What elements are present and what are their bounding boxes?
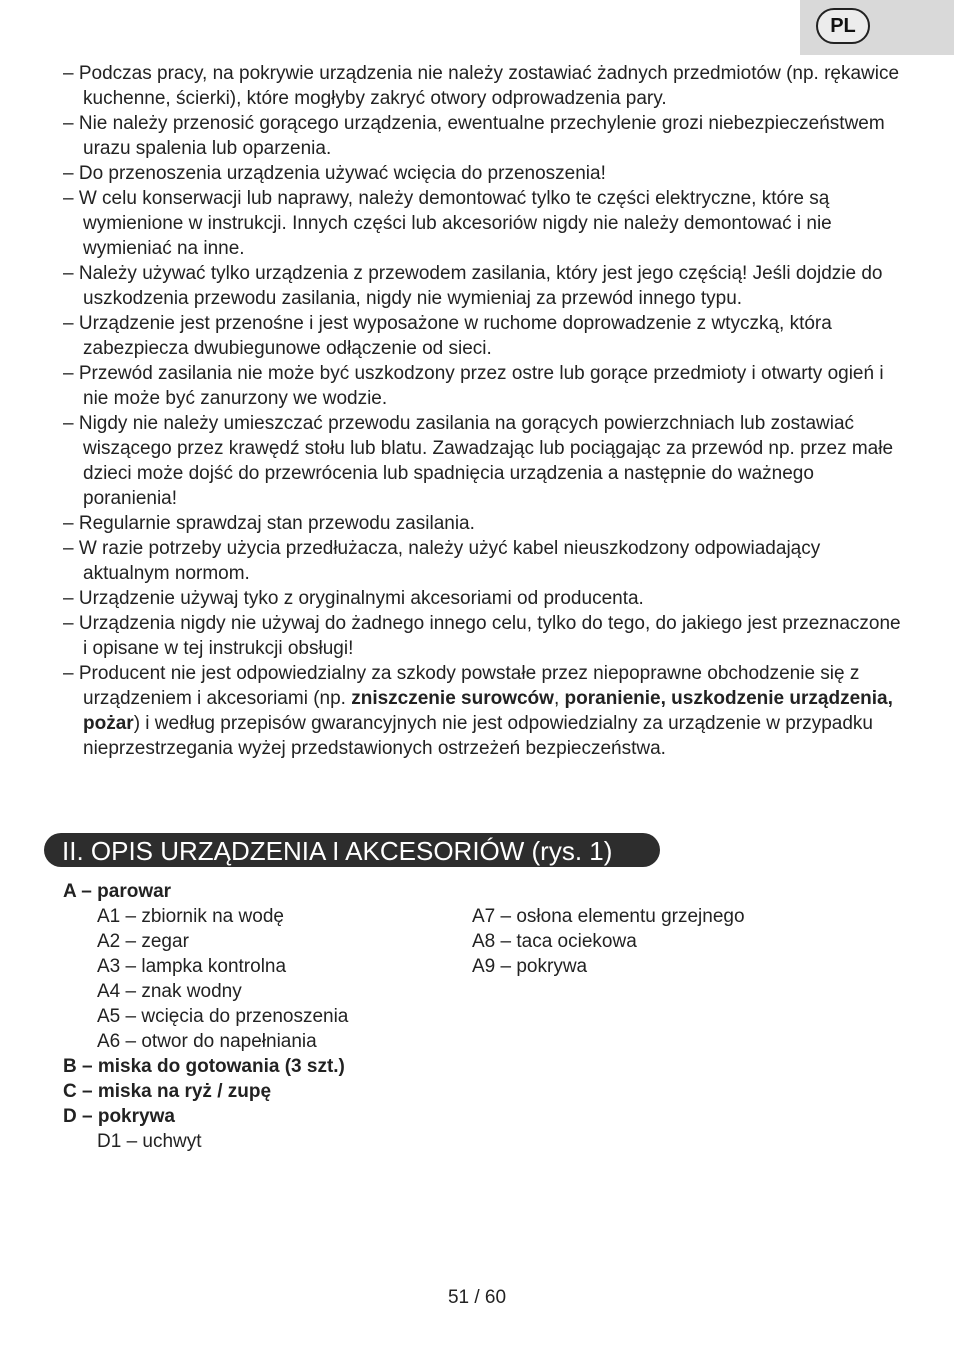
warning-text: – Urządzenia nigdy nie używaj do żadnego innego celu, tylko do tego, do jakiego jest przeznaczone i opisane w tej instrukcji obsługi! <box>63 613 901 659</box>
part-item: A7 – osłona elementu grzejnego <box>472 906 745 927</box>
part-item: A6 – otwor do napełniania <box>97 1031 317 1052</box>
part-item: A2 – zegar <box>97 931 189 952</box>
warning-item <box>63 261 903 311</box>
part-item: A4 – znak wodny <box>97 981 242 1002</box>
warning-emphasis: zniszczenie surowców <box>351 688 554 709</box>
group-d-items <box>63 1129 903 1154</box>
warning-text: – Do przenoszenia urządzenia używać wcięcia do przenoszenia! <box>63 163 606 184</box>
page-number: 51 / 60 <box>447 1287 507 1308</box>
warning-text: , <box>553 688 565 709</box>
safety-warnings-list <box>63 61 903 761</box>
warning-item <box>63 511 903 536</box>
warning-item <box>63 586 903 611</box>
warning-item <box>63 161 903 186</box>
warning-text: ) i według przepisów gwarancyjnych nie jest odpowiedzialny za urządzenie w przypadku nieprzestrzegania wyżej przedstawionych ostrzeżeń bezpieczeństwa. <box>83 713 873 759</box>
group-d-label: D – pokrywa <box>63 1106 175 1127</box>
warning-text: – Nie należy przenosić gorącego urządzenia, ewentualne przechylenie grozi niebezpieczeństwem urazu spalenia lub oparzenia. <box>63 113 885 159</box>
part-item: D1 – uchwyt <box>97 1131 202 1152</box>
language-tab <box>800 0 954 55</box>
warning-text: – W celu konserwacji lub naprawy, należy demontować tylko te części elektryczne, które są wymienione w instrukcji. Innych części lub akcesoriów nigdy nie należy demontować i nie wymieniać na inne. <box>63 188 832 259</box>
part-item: A8 – taca ociekowa <box>472 931 637 952</box>
part-item: A1 – zbiornik na wodę <box>97 906 284 927</box>
warning-item <box>63 61 903 111</box>
warning-item <box>63 411 903 511</box>
warning-text: – Producent nie jest odpowiedzialny za szkody powstałe przez niepoprawne obchodzenie się z urządzeniem i akcesoriami (np. <box>63 663 860 709</box>
warning-text: – Urządzenie używaj tyko z oryginalnymi akcesoriami od producenta. <box>63 588 644 609</box>
group-a-label: A – parowar <box>63 881 172 902</box>
group-c-label: C – miska na ryż / zupę <box>63 1081 272 1102</box>
warning-item <box>63 661 903 761</box>
part-item: A5 – wcięcia do przenoszenia <box>97 1006 349 1027</box>
warning-text: – Należy używać tylko urządzenia z przewodem zasilania, który jest jego częścią! Jeśli dojdzie do uszkodzenia przewodu zasilania, nigdy nie wymieniaj za przewód innego typu. <box>63 263 883 309</box>
warning-item <box>63 536 903 586</box>
warning-item <box>63 611 903 661</box>
group-a-columns <box>63 904 903 1054</box>
language-badge: PL <box>816 8 870 44</box>
warning-item <box>63 361 903 411</box>
warning-text: – Nigdy nie należy umieszczać przewodu zasilania na gorących powierzchniach lub zostawiać wiszącego przez krawędź stołu lub blatu. Zawadzając lub pociągając za przewód np. przez małe dzieci może dojść do przewrócenia lub spadnięcia urządzenia a następnie do ważnego poranienia! <box>63 413 894 509</box>
group-a-left-column <box>63 904 472 1054</box>
warning-emphasis: poranienie, uszkodzenie urządzenia, pożar <box>83 688 893 734</box>
parts-list <box>63 879 903 1154</box>
warning-item <box>63 111 903 161</box>
section-title: II. OPIS URZĄDZENIA I AKCESORIÓW (rys. 1) <box>44 833 660 867</box>
part-item: A3 – lampka kontrolna <box>97 956 287 977</box>
part-item: A9 – pokrywa <box>472 956 588 977</box>
warning-text: – Przewód zasilania nie może być uszkodzony przez ostre lub gorące przedmioty i otwarty ogień i nie może być zanurzony we wodzie. <box>63 363 884 409</box>
group-b-label: B – miska do gotowania (3 szt.) <box>63 1056 345 1077</box>
warning-text: – Regularnie sprawdzaj stan przewodu zasilania. <box>63 513 475 534</box>
warning-text: – W razie potrzeby użycia przedłużacza, należy użyć kabel nieuszkodzony odpowiadający aktualnym normom. <box>63 538 821 584</box>
group-a-right-column <box>472 904 745 1054</box>
warning-text: – Podczas pracy, na pokrywie urządzenia nie należy zostawiać żadnych przedmiotów (np. rękawice kuchenne, ścierki), które mogłyby zakryć otwory odprowadzenia pary. <box>63 63 900 109</box>
warning-item <box>63 311 903 361</box>
warning-item <box>63 186 903 261</box>
warning-text: – Urządzenie jest przenośne i jest wyposażone w ruchome doprowadzenie z wtyczką, która zabezpiecza dwubiegunowe odłączenie od sieci. <box>63 313 832 359</box>
